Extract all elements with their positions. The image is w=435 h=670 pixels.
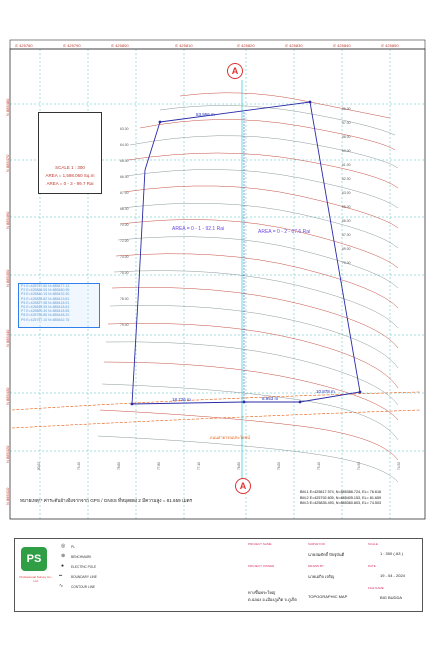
svg-text:65.00: 65.00 <box>120 159 129 163</box>
svg-text:76.60: 76.60 <box>237 462 241 470</box>
road-label: ถนนสาธารณประโยชน์ <box>210 435 250 440</box>
distance-bottom-mid: 8.953 m <box>262 396 279 401</box>
grid-label-e4: E 425810 <box>175 43 193 48</box>
svg-text:70.00: 70.00 <box>120 223 129 227</box>
benchmark-2: BM.2 E=425792.605, N=885405.153, EL= 81.659 <box>300 495 382 500</box>
svg-text:66.00: 66.00 <box>120 175 129 179</box>
owner-name: ทางขึ้นพระใหญ่ <box>248 590 276 595</box>
svg-text:58.00: 58.00 <box>342 135 351 139</box>
svg-text:60.00: 60.00 <box>342 149 351 153</box>
svg-text:63.00: 63.00 <box>342 191 351 195</box>
grid-label-e6: E 425830 <box>285 43 303 48</box>
file-name-label: FILE NAME <box>368 586 384 590</box>
svg-text:63.00: 63.00 <box>120 127 129 131</box>
svg-text:78.60: 78.60 <box>117 462 121 470</box>
map-legend <box>38 112 102 194</box>
svg-text:79.40: 79.40 <box>77 462 81 470</box>
svg-text:57.00: 57.00 <box>342 121 351 125</box>
svg-text:65.00: 65.00 <box>342 205 351 209</box>
scale-value: 1 : 300 ( A3 ) <box>380 551 403 556</box>
grid-label-n8: N 885410 <box>5 487 10 505</box>
legend-area-rai: AREA = 0 - 3 - 99.7 Rai <box>46 181 94 186</box>
date-label: DATE <box>368 564 376 568</box>
coord-row: P3 E=425840.15 N=885432.30 <box>21 292 70 297</box>
grid-label-n1: N 885480 <box>5 98 10 116</box>
svg-text:74.90: 74.90 <box>357 462 361 470</box>
parcel-area-2: AREA = 0 - 2 - 07.6 Rai <box>258 229 311 235</box>
svg-text:61.00: 61.00 <box>342 163 351 167</box>
title-block <box>14 538 423 612</box>
scale-label: SCALE <box>368 542 378 546</box>
svg-text:77.80: 77.80 <box>157 462 161 470</box>
owner-address: ต.ฉลอง อ.เมืองภูเก็ต จ.ภูเก็ต <box>248 597 297 602</box>
section-mark-bottom: A <box>235 478 251 494</box>
distance-top: 53.956 m <box>196 112 215 117</box>
elevation-note: หมายเหตุ** ค่าระดับอ้างอิงจากจาก GPS / GNSS ที่หมุดBM 2 มีความสูง = 81.659 เมตร <box>20 498 193 503</box>
road <box>12 392 420 428</box>
legend-area-sqm: AREA = 1,598.060 Sq.m <box>45 173 95 178</box>
grid-label-e2: E 425790 <box>63 43 81 48</box>
company-logo: PS <box>21 547 47 571</box>
grid-label-e5: E 425820 <box>237 43 255 48</box>
drawn-by: นายเอกิจ เจริญ <box>308 574 335 579</box>
svg-text:72.00: 72.00 <box>120 239 129 243</box>
grid-label-n2: N 885470 <box>5 154 10 172</box>
benchmark-3: BM.3 E=425835.493, N=885360.803, EL= 74.503 <box>300 501 382 505</box>
contour-lines <box>98 93 398 482</box>
svg-text:78.00: 78.00 <box>120 297 129 301</box>
coord-row: P7 E=425800.30 N=885418.55 <box>21 309 70 314</box>
svg-text:67.00: 67.00 <box>120 191 129 195</box>
coordinate-table <box>18 283 100 328</box>
grid-label-n3: N 885460 <box>5 211 10 229</box>
grid-label-e1: E 425780 <box>15 43 33 48</box>
svg-text:74.50: 74.50 <box>397 462 401 470</box>
coord-row: P1 E=425797.60 N=885477.13 <box>21 284 70 288</box>
svg-text:56.00: 56.00 <box>342 107 351 111</box>
contour-line-icon: ∿ <box>59 583 64 589</box>
benchmark-list <box>300 490 420 512</box>
surveyor-name: นายสมศักดิ์ ปัจจุบันดี <box>308 552 345 557</box>
coord-row: P6 E=425818.95 N=885418.63 <box>21 305 70 310</box>
benchmark-icon: ⊕ <box>61 553 66 559</box>
legend-item-benchmark: BENCHMARK <box>71 555 92 559</box>
coord-row: P9 E=425797.10 N=885462.75 <box>21 317 70 322</box>
grid-label-n5: N 885440 <box>5 329 10 347</box>
parcel-area-1: AREA = 0 - 1 - 92.1 Rai <box>172 226 225 232</box>
boundary-line-icon: ━ <box>59 573 63 579</box>
legend-item-contour: CONTOUR LINE <box>71 585 96 589</box>
coord-row: P5 E=425827.98 N=885418.91 <box>21 300 70 305</box>
date-value: 19 - 04 - 2024 <box>380 573 405 578</box>
distance-bottom-left: 18.726 m <box>172 397 191 402</box>
svg-text:76.00: 76.00 <box>277 462 281 470</box>
drawing-title: TOPOGRAPHIC MAP <box>308 594 348 599</box>
svg-text:74.00: 74.00 <box>120 255 129 259</box>
grid-label-n6: N 885430 <box>5 387 10 405</box>
svg-text:64.00: 64.00 <box>120 143 129 147</box>
legend-scale: SCALE 1 : 300 <box>55 165 85 170</box>
svg-text:75.40: 75.40 <box>317 462 321 470</box>
drawn-by-label: DRAWN BY <box>308 564 325 568</box>
section-mark-top: A <box>227 63 243 79</box>
svg-text:62.00: 62.00 <box>342 177 351 181</box>
surveyor-label: SURVEYOR <box>308 542 325 546</box>
svg-text:80.02: 80.02 <box>37 462 41 470</box>
road-elevations <box>37 462 401 470</box>
svg-text:70.00: 70.00 <box>342 261 351 265</box>
coord-row: P2 E=425828.06 N=885480.95 <box>21 288 70 293</box>
file-name: BIG BUDDA <box>380 595 403 600</box>
coord-row: P8 E=425796.85 N=885448.20 <box>21 313 70 318</box>
grid-label-e3: E 425800 <box>111 43 129 48</box>
distance-bottom-right: 10.878 m <box>316 389 335 394</box>
legend-item-boundary: BOUNDARY LINE <box>71 575 97 579</box>
svg-text:67.00: 67.00 <box>342 233 351 237</box>
svg-text:69.00: 69.00 <box>342 247 351 251</box>
electric-pole-icon: ● <box>61 563 65 569</box>
svg-text:77.10: 77.10 <box>197 462 201 470</box>
grid-label-n7: N 885420 <box>5 445 10 463</box>
pl-icon: ◎ <box>61 543 66 549</box>
svg-text:79.00: 79.00 <box>120 323 129 327</box>
svg-text:68.00: 68.00 <box>120 207 129 211</box>
benchmark-1: BM.1 E=425817.974, N=885386.724, EL= 76.616 <box>300 490 382 494</box>
svg-text:66.00: 66.00 <box>342 219 351 223</box>
project-name-label: PROJECT NAME <box>248 542 272 546</box>
grid-label-e7: E 425840 <box>333 43 351 48</box>
legend-item-pole: ELECTRIC POLE <box>71 565 97 569</box>
company-name: Professional Survey Co., Ltd. <box>19 575 53 583</box>
svg-text:75.00: 75.00 <box>120 271 129 275</box>
coord-row: P4 E=425838.82 N=885419.81 <box>21 296 70 301</box>
legend-item-pl: PL <box>71 545 75 549</box>
grid-label-n4: N 885450 <box>5 269 10 287</box>
grid-label-e8: E 425850 <box>381 43 399 48</box>
project-owner-label: PROJECT OWNER <box>248 564 275 568</box>
